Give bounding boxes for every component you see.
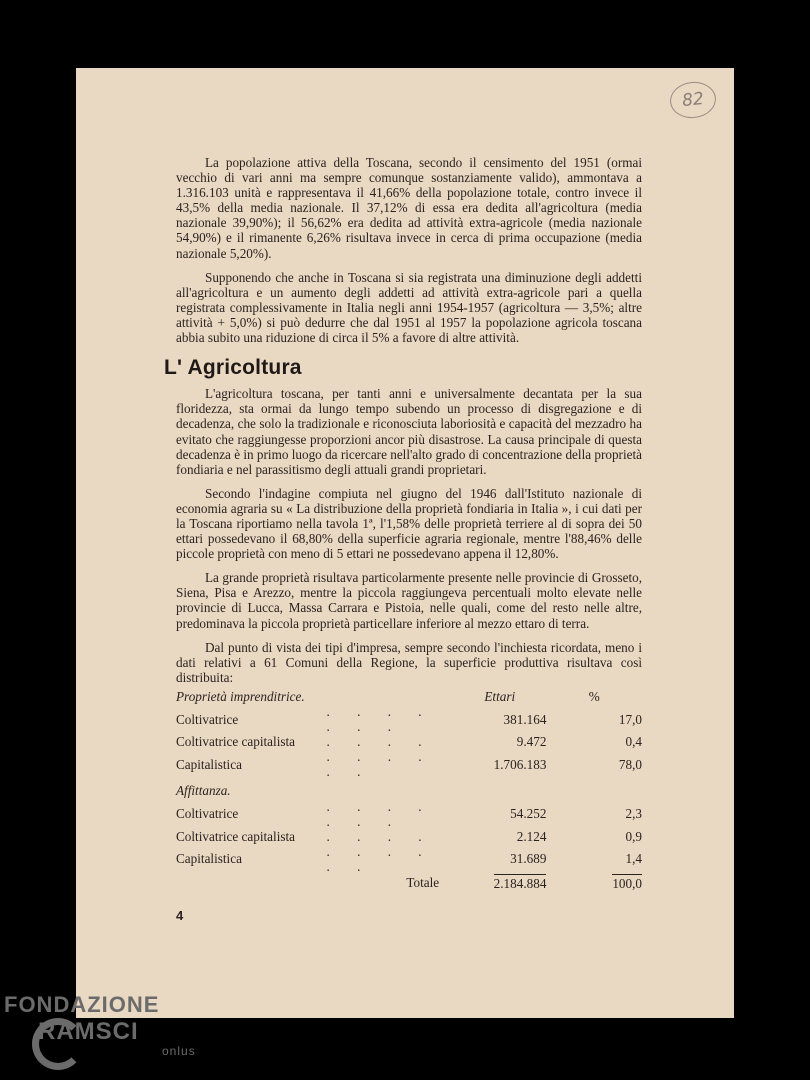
watermark-line1: FONDAZIONE: [4, 992, 160, 1017]
row-ettari: 31.689: [510, 851, 547, 867]
watermark-line2: RAMSCI: [38, 1018, 139, 1045]
row-label: Capitalistica: [176, 851, 242, 867]
group2-title: Affittanza.: [176, 783, 231, 799]
paragraph-agri-2: Secondo l'indagine compiuta nel giugno del 1946 dall'Istituto nazionale di economia agraria su « La distribuzione della proprietà fondiaria in Italia », i cui dati per la Toscana riportiamo nella tavola 1ª, l'1,58% delle proprietà terriere al di sopra dei 50 ettari possedevano il 68,80% della superficie agraria regionale, mentre l'88,46% delle piccole proprietà con meno di 5 ettari ne possedevano appena il 12,80%.: [176, 485, 642, 562]
fondazione-gramsci-watermark: [4, 992, 204, 1058]
watermark-g-icon: [32, 1018, 84, 1070]
row-leader: . . . .: [326, 828, 434, 844]
page-number: 4: [176, 908, 184, 923]
total-ettari: 2.184.884: [493, 876, 547, 892]
table-row: [176, 829, 642, 844]
row-leader: . . . . . .: [326, 843, 434, 874]
paragraph-agri-1: L'agricoltura toscana, per tanti anni e universalmente decantata per la sua floridezza, sta ormai da lungo tempo subendo un processo di disgregazione e di decadenza, che solo la tradizionale e riconosciuta laboriosità e capacità del mezzadro ha evitato che raggiungesse proporzioni ancor più disastrose. La causa principale di questa decadenza è in primo luogo da ricercare nell'alto grado di concentrazione della proprietà fondiaria e nel parassitismo degli attuali grandi proprietari.: [176, 386, 642, 477]
header-ettari: Ettari: [484, 688, 516, 704]
paragraph-intro-2: Supponendo che anche in Toscana si sia registrata una diminuzione degli addetti all'agricoltura e un aumento degli addetti ad attività extra-agricole pari a quella registrata complessivamente in Italia negli anni 1954-1957 (agricoltura — 3,5%; altre attività + 5,0%) si può dedurre che dal 1951 al 1957 la popolazione agricola toscana abbia subito una riduzione di circa il 5% a favore di altre attività.: [176, 269, 642, 346]
row-label: Coltivatrice capitalista: [176, 734, 296, 750]
table-group-row: [176, 783, 642, 798]
table-row: [176, 844, 642, 874]
handwritten-page-mark: 82: [668, 80, 718, 121]
row-leader: . . . . . . .: [326, 798, 434, 829]
row-ettari: 2.124: [516, 828, 547, 844]
row-label: Coltivatrice: [176, 711, 239, 727]
row-leader: . . . .: [326, 734, 434, 750]
table-row: [176, 704, 642, 734]
paragraph-intro-1: La popolazione attiva della Toscana, secondo il censimento del 1951 (ormai vecchio di vari anni ma sempre comunque sostanziamente valido), ammontava a 1.316.103 unità e rappresentava il 41,66% della popolazione totale, contro invece il 43,5% della media nazionale. Il 37,12% di essa era dedita all'agricoltura (media nazionale 39,90%); il 56,62% era dedita ad attività extra-agricole (media nazionale 54,90%) e il rimanente 6,26% risultava invece in cerca di prima occupazione (media nazionale 5,20%).: [176, 155, 642, 261]
section-heading: L' Agricoltura: [164, 356, 302, 380]
row-percent: 0,4: [625, 734, 642, 750]
total-label: Totale: [406, 875, 440, 891]
document-body: [164, 155, 642, 892]
table-total-row: [176, 874, 642, 891]
row-label: Coltivatrice: [176, 806, 239, 822]
group1-title: Proprietà imprenditrice.: [176, 688, 305, 704]
total-percent: 100,0: [612, 876, 642, 892]
paragraph-agri-3: La grande proprietà risultava particolarmente presente nelle provincie di Grosseto, Siena, Pisa e Arezzo, mentre la piccola raggiungeva percentuali molto elevate nelle provincie di Lucca, Massa Carrara e Pistoia, nelle quali, come del resto nelle altre, predominava la piccola proprietà particellare inferiore al mezzo ettaro di terra.: [176, 570, 642, 631]
row-label: Capitalistica: [176, 756, 242, 772]
row-leader: . . . . . .: [326, 749, 434, 780]
row-ettari: 9.472: [516, 734, 547, 750]
header-percent: %: [588, 688, 600, 704]
row-ettari: 381.164: [503, 711, 547, 727]
row-percent: 17,0: [618, 711, 642, 727]
paragraph-agri-4: Dal punto di vista dei tipi d'impresa, sempre secondo l'inchiesta ricordata, meno i dati relativi a 61 Comuni della Regione, la superficie produttiva risultava così distribuita:: [176, 639, 642, 685]
row-label: Coltivatrice capitalista: [176, 828, 296, 844]
row-percent: 0,9: [625, 828, 642, 844]
row-ettari: 1.706.183: [493, 756, 547, 772]
row-ettari: 54.252: [510, 806, 547, 822]
watermark-line3: onlus: [162, 1044, 196, 1058]
table-header-row: [176, 689, 642, 704]
row-percent: 78,0: [618, 756, 642, 772]
table-row: [176, 799, 642, 829]
table-row: [176, 734, 642, 749]
distribution-table: [176, 689, 642, 891]
row-percent: 2,3: [625, 806, 642, 822]
row-percent: 1,4: [625, 851, 642, 867]
table-row: [176, 749, 642, 779]
row-leader: . . . . . . .: [326, 704, 434, 735]
